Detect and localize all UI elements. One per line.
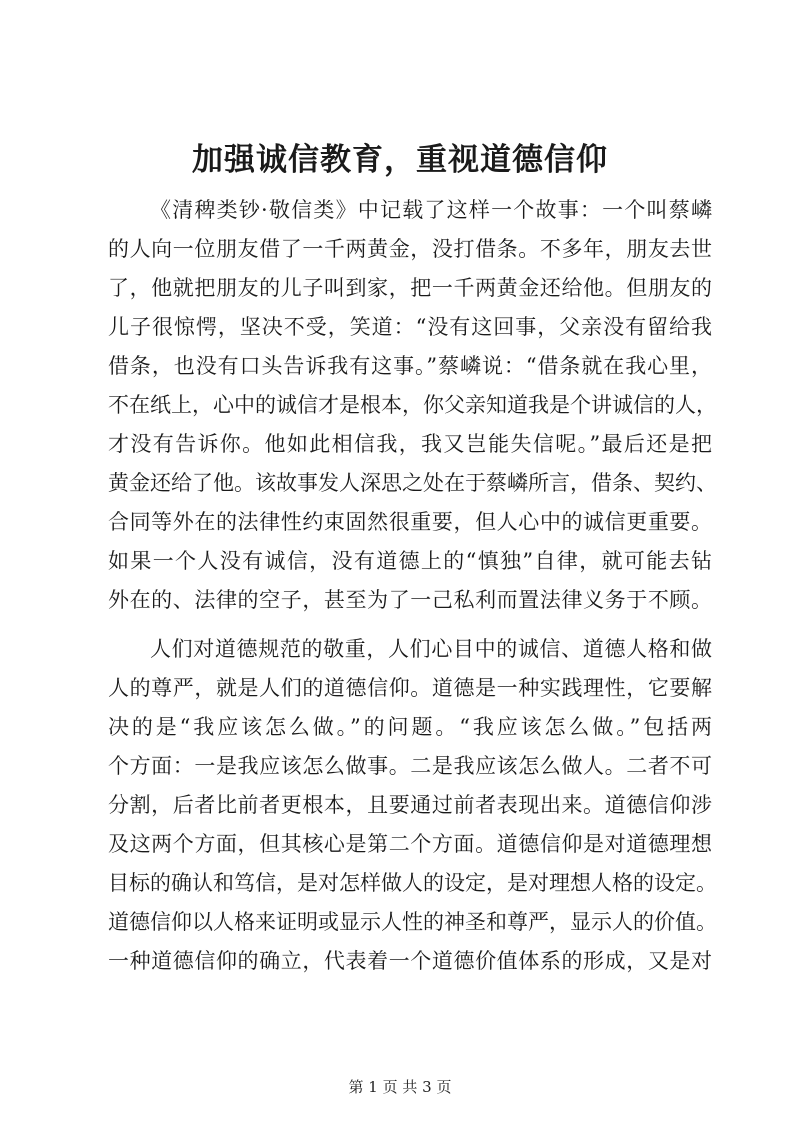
text-line: 《清稗类钞·敬信类》中记载了这样一个故事：一个叫蔡嶙 bbox=[150, 198, 712, 222]
text-line: 黄金还给了他。该故事发人深思之处在于蔡嶙所言，借条、契约、 bbox=[108, 471, 717, 495]
text-line: 及这两个方面，但其核心是第二个方面。道德信仰是对道德理想 bbox=[108, 832, 712, 856]
text-line: 分割，后者比前者更根本，且要通过前者表现出来。道德信仰涉 bbox=[108, 793, 712, 817]
text-line: 借条，也没有口头告诉我有这事。”蔡嶙说：“借条就在我心里， bbox=[108, 354, 712, 378]
page-footer: 第 1 页 共 3 页 bbox=[348, 1078, 452, 1096]
text-line: 道德信仰以人格来证明或显示人性的神圣和尊严，显示人的价值。 bbox=[108, 910, 717, 934]
text-line: 目标的确认和笃信，是对怎样做人的设定，是对理想人格的设定。 bbox=[108, 871, 717, 895]
text-line: 外在的、法律的空子，甚至为了一己私利而置法律义务于不顾。 bbox=[108, 588, 712, 612]
text-line: 决的是“我应该怎么做。”的问题。“我应该怎么做。”包括两 bbox=[108, 715, 712, 739]
text-line: 儿子很惊愕，坚决不受，笑道：“没有这回事，父亲没有留给我 bbox=[108, 315, 712, 339]
text-line: 不在纸上，心中的诚信才是根本，你父亲知道我是个讲诚信的人， bbox=[108, 393, 717, 417]
text-line: 人的尊严，就是人们的道德信仰。道德是一种实践理性，它要解 bbox=[108, 676, 712, 700]
text-line: 的人向一位朋友借了一千两黄金，没打借条。不多年，朋友去世 bbox=[108, 237, 712, 261]
document-title: 加强诚信教育，重视道德信仰 bbox=[192, 142, 608, 178]
text-line: 一种道德信仰的确立，代表着一个道德价值体系的形成，又是对 bbox=[108, 949, 712, 973]
text-line: 个方面：一是我应该怎么做事。二是我应该怎么做人。二者不可 bbox=[108, 754, 712, 778]
text-line: 了，他就把朋友的儿子叫到家，把一千两黄金还给他。但朋友的 bbox=[108, 276, 712, 300]
text-line: 如果一个人没有诚信，没有道德上的“慎独”自律，就可能去钻 bbox=[108, 549, 712, 573]
text-line: 合同等外在的法律性约束固然很重要，但人心中的诚信更重要。 bbox=[108, 510, 712, 534]
text-line: 才没有告诉你。他如此相信我，我又岂能失信呢。”最后还是把 bbox=[108, 432, 712, 456]
text-line: 人们对道德规范的敬重，人们心目中的诚信、道德人格和做 bbox=[150, 637, 712, 661]
